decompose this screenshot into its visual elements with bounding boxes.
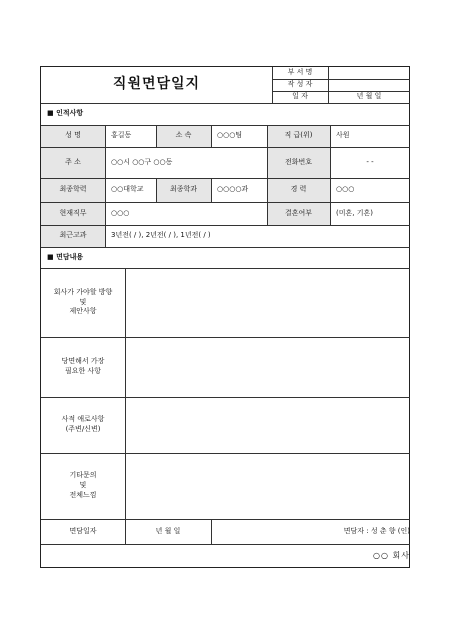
rule-line xyxy=(41,202,410,203)
interview-needs-label: 당면해서 가장 필요한 사항 xyxy=(61,357,105,375)
company-name: ○○ 회사 xyxy=(373,551,410,561)
page-title: 직원면담일지 xyxy=(112,76,201,93)
duty-value[interactable]: ○○○ xyxy=(111,208,130,217)
rank-value[interactable]: 사원 xyxy=(336,131,350,140)
rule-line xyxy=(330,125,331,225)
interview-direction-value[interactable] xyxy=(125,268,410,337)
interview-personal-issues-value[interactable] xyxy=(125,397,410,453)
rule-line xyxy=(41,397,410,398)
rule-line xyxy=(156,125,157,147)
interview-other-label: 기타문의 및 전체느낌 xyxy=(69,471,97,499)
rule-line xyxy=(125,268,126,544)
rule-line xyxy=(272,67,273,103)
rule-line xyxy=(156,178,157,202)
phone-label: 전화번호 xyxy=(284,157,313,166)
rule-line xyxy=(41,268,410,269)
career-value[interactable]: ○○○ xyxy=(336,185,355,194)
section-interview-header xyxy=(41,247,247,268)
rule-line xyxy=(267,125,268,225)
interviewer-signature: 면담자 : 성 춘 향 (인) xyxy=(343,526,410,535)
marital-label: 결혼여부 xyxy=(284,208,313,217)
name-label: 성 명 xyxy=(65,131,81,140)
rule-line xyxy=(41,147,410,148)
section-personal-header xyxy=(41,103,247,125)
rule-line xyxy=(41,225,410,226)
rank-label: 직 급(위) xyxy=(284,131,313,140)
report-date-label: 일 자 xyxy=(292,92,308,101)
address-value[interactable]: ○○시 ○○구 ○○동 xyxy=(111,157,173,166)
rule-line xyxy=(272,91,410,92)
rule-line xyxy=(41,337,410,338)
major-label: 최종학과 xyxy=(169,185,198,194)
section-interview-label: 면담내용 xyxy=(56,252,84,261)
rule-line xyxy=(211,519,212,544)
interview-personal-issues-label: 사적 애로사항 (주변/신변) xyxy=(61,415,105,433)
section-personal-label: 인적사항 xyxy=(56,109,84,118)
report-date-value[interactable]: 년 월 일 xyxy=(356,92,382,101)
duty-label: 현재직무 xyxy=(59,208,87,217)
interview-other-value[interactable] xyxy=(125,453,410,519)
square-bullet-icon: ■ xyxy=(47,109,54,118)
rule-line xyxy=(41,178,410,179)
writer-label: 작 성 자 xyxy=(287,80,313,89)
rule-line xyxy=(41,247,410,248)
affil-label: 소 속 xyxy=(175,131,192,140)
square-bullet-icon: ■ xyxy=(47,252,54,261)
interview-date-value[interactable]: 년 월 일 xyxy=(155,526,181,535)
rule-line xyxy=(328,67,329,103)
major-value[interactable]: ○○○○과 xyxy=(217,185,249,194)
affil-value[interactable]: ○○○팀 xyxy=(217,131,243,140)
rule-line xyxy=(41,453,410,454)
marital-value[interactable]: (미혼, 기혼) xyxy=(336,208,373,217)
phone-value[interactable]: - - xyxy=(366,157,374,166)
rule-line xyxy=(41,103,410,104)
rule-line xyxy=(211,125,212,147)
rule-line xyxy=(41,519,410,520)
career-label: 경 력 xyxy=(290,185,307,194)
rule-line xyxy=(105,125,106,247)
rule-line xyxy=(211,178,212,202)
rule-line xyxy=(41,544,410,545)
interview-form xyxy=(40,66,410,568)
education-value[interactable]: ○○대학교 xyxy=(111,185,144,194)
review-label: 최근고과 xyxy=(59,231,87,240)
rule-line xyxy=(41,125,410,126)
dept-value[interactable] xyxy=(328,67,410,79)
interview-direction-label: 회사가 가야할 방향 및 제안사항 xyxy=(53,287,113,316)
rule-line xyxy=(272,79,410,80)
name-value[interactable]: 홍길동 xyxy=(111,131,132,140)
interview-needs-value[interactable] xyxy=(125,337,410,397)
review-value[interactable]: 3년전( / ), 2년전( / ), 1년전( / ) xyxy=(111,231,211,240)
address-label: 주 소 xyxy=(65,157,81,166)
dept-label: 부 서 명 xyxy=(287,68,313,77)
education-label: 최종학력 xyxy=(59,185,87,194)
interview-date-label: 면담일자 xyxy=(69,526,97,535)
writer-value[interactable] xyxy=(328,79,410,91)
